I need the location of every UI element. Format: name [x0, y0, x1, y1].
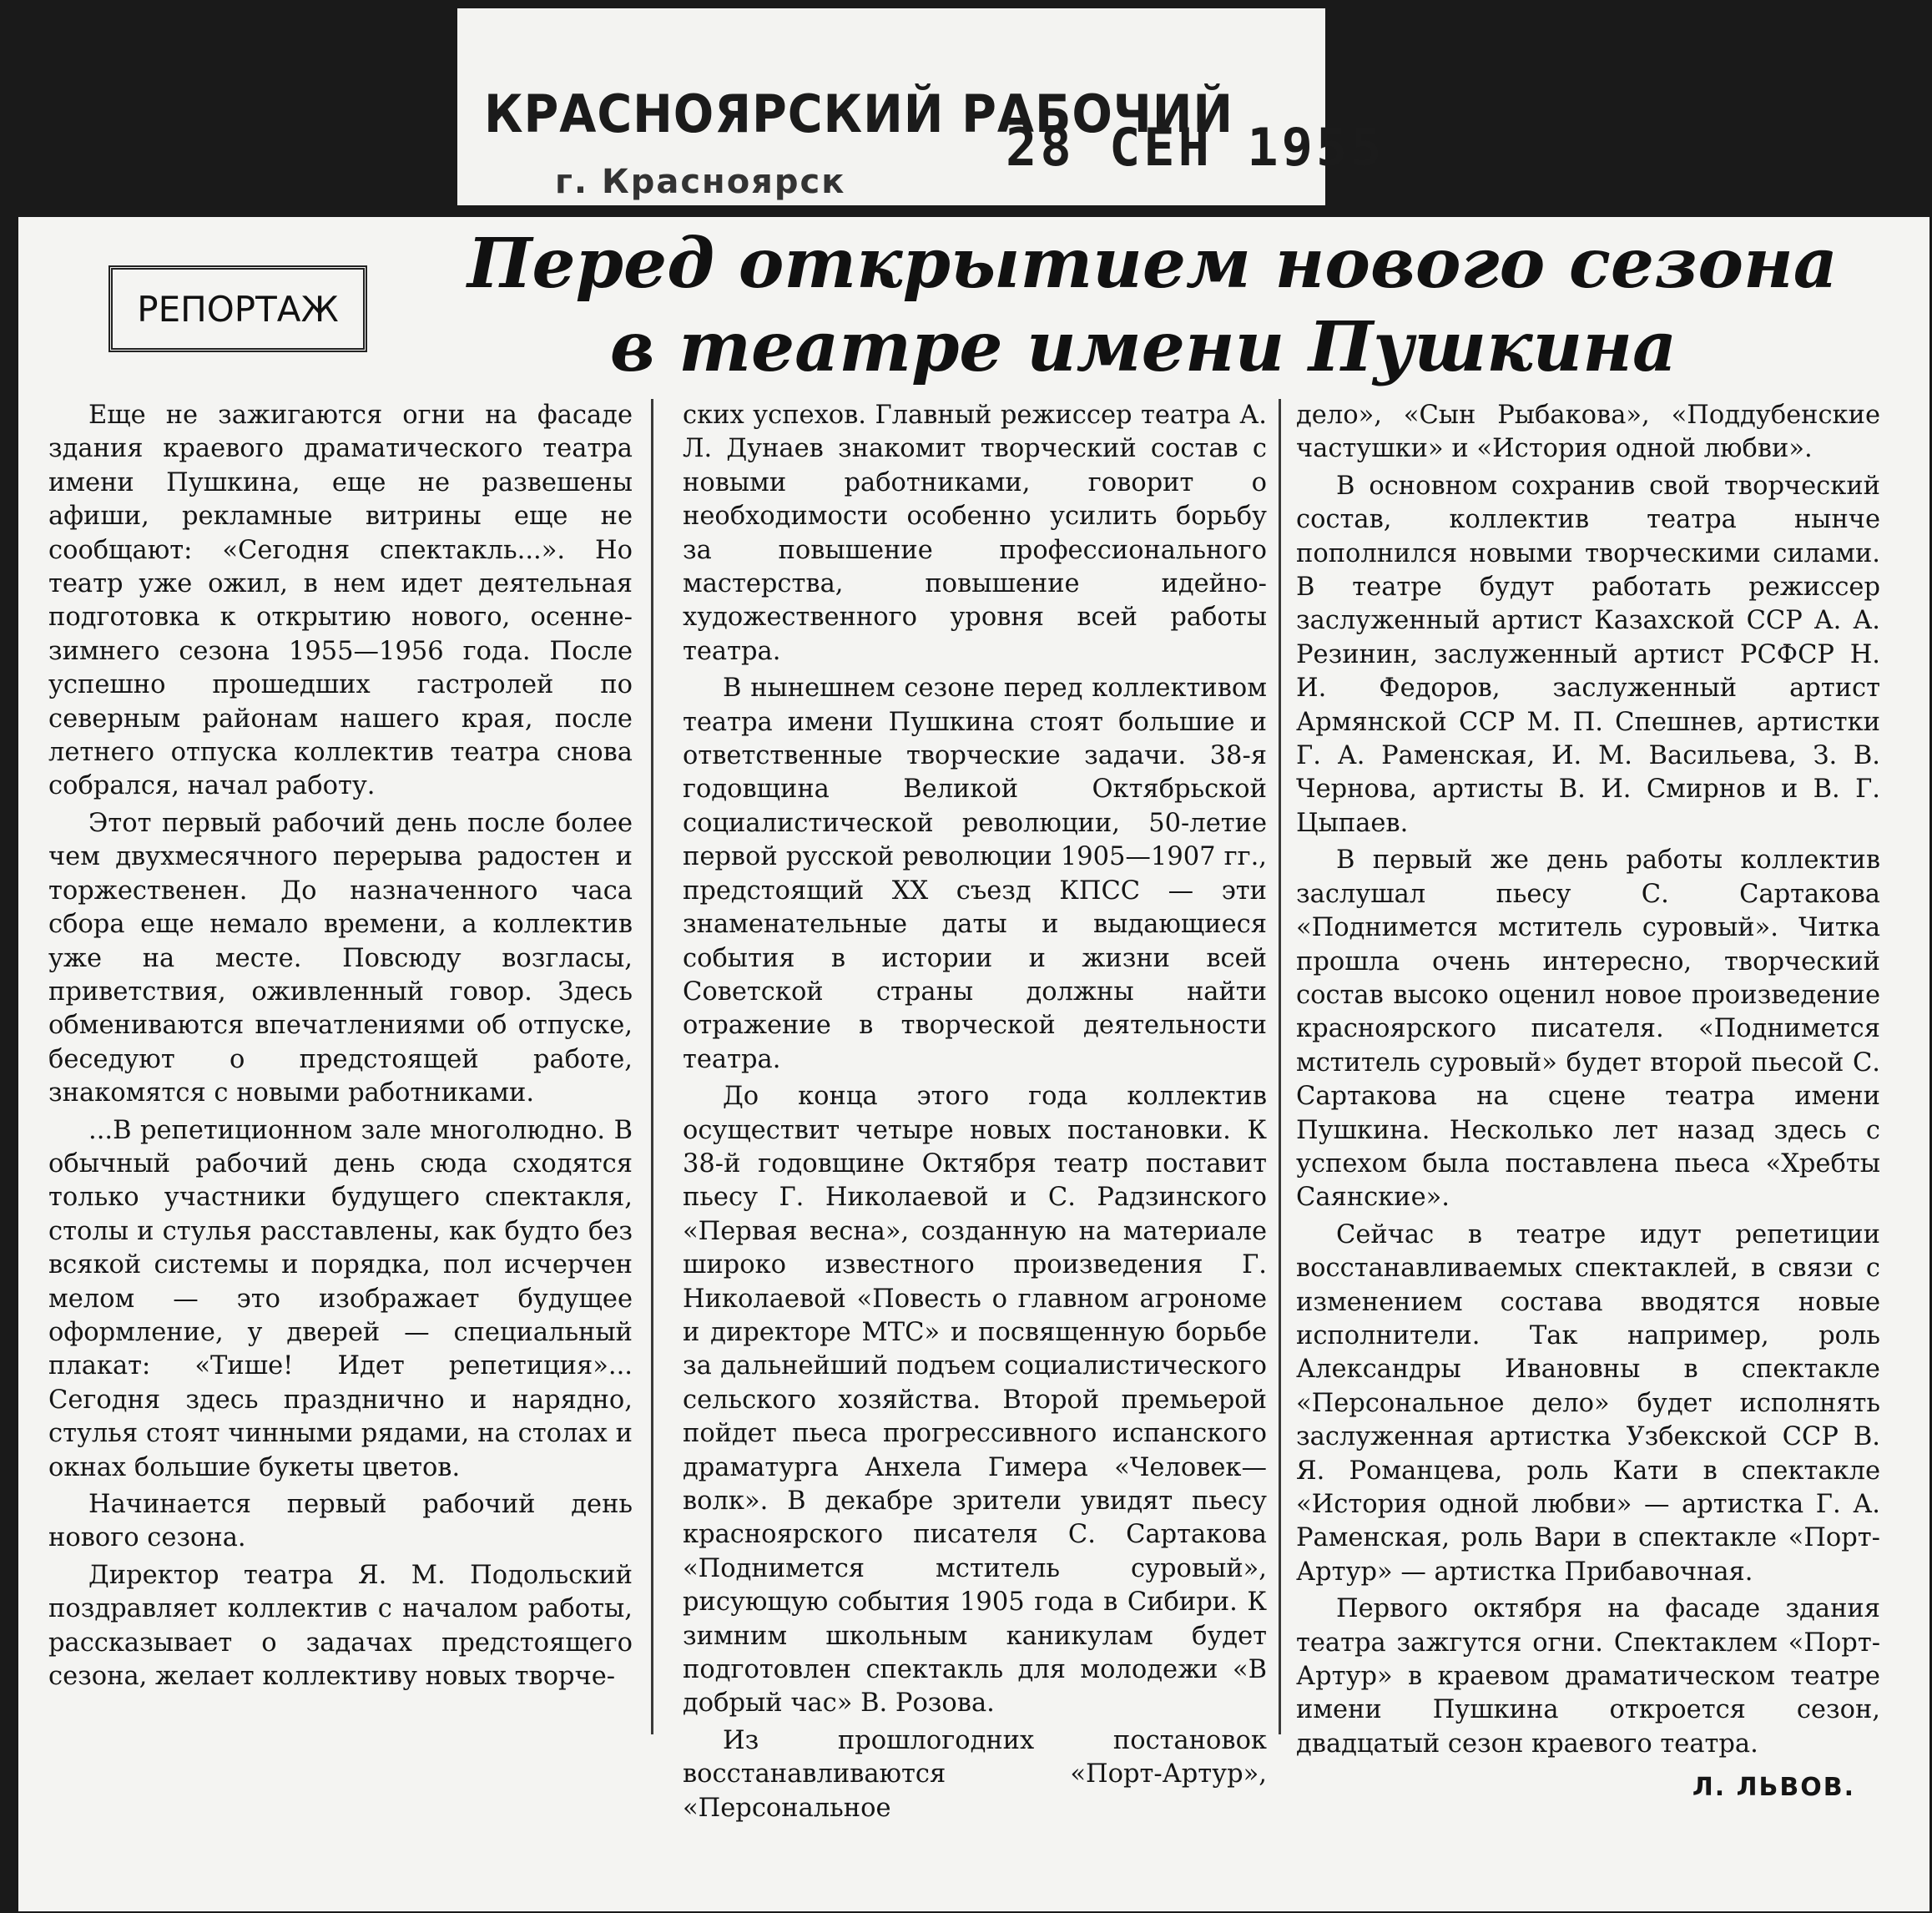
headline-line-2: в театре имени Пушкина [609, 307, 1677, 387]
author-signature: Л. ЛЬВОВ. [1692, 1773, 1855, 1803]
newspaper-name-stamp: КРАСНОЯРСКИЙ РАБОЧИЙ [484, 83, 1234, 144]
paragraph: дело», «Сын Рыбакова», «Поддубенские частушки» и «История одной любви». [1296, 401, 1880, 464]
paragraph: В первый же день работы коллектив заслушал пьесу С. Сартакова «Поднимется мститель суровый». Читка прошла очень интересно, творческий состав высоко оценил новое произведение красноярского писателя. «Поднимется мститель суровый» будет второй пьесой С. Сартакова на сцене театра имени Пушкина. Несколько лет назад здесь с успехом была поставлена пьеса «Хребты Саянские». [1296, 845, 1880, 1213]
column-divider [651, 399, 653, 1734]
city-stamp: г. Красноярск [555, 163, 846, 201]
paragraph: Первого октября на фасаде здания театра зажгутся огни. Спектаклем «Порт-Артур» в краевом драматическом театре имени Пушкина откроется сезон, двадцатый сезон краевого театра. [1296, 1594, 1880, 1759]
paragraph: Директор театра Я. М. Подольский поздравляет коллектив с началом работы, рассказывает о задачах предстоящего сезона, желает коллективу новых творче- [48, 1560, 633, 1692]
paragraph: Еще не зажигаются огни на фасаде здания краевого драматического театра имени Пушкина, еще не развешены афиши, рекламные витрины еще не сообщают: «Сегодня спектакль...». Но театр уже ожил, в нем идет деятельная подготовка к открытию нового, осенне-зимнего сезона 1955—1956 года. После успешно прошедших гастролей по северным районам нашего края, после летнего отпуска коллектив театра снова собрался, начал работу. [48, 401, 633, 801]
paragraph: Начинается первый рабочий день нового сезона. [48, 1490, 633, 1553]
paragraph: В нынешнем сезоне перед коллективом театра имени Пушкина стоят большие и ответственные творческие задачи. 38-я годовщина Великой Октябрьской социалистической революции, 50-летие первой русской революции 1905—1907 гг., предстоящий XX съезд КПСС — эти знаменательные даты и выдающиеся события в истории и жизни всей Советской страны должны найти отражение в творческой деятельности театра. [683, 674, 1267, 1074]
paragraph: Сейчас в театре идут репетиции восстанавливаемых спектаклей, в связи с изменением состава вводятся новые исполнители. Так например, роль Александры Ивановны в спектакле «Персональное дело» будет исполнять заслуженная артистка Узбекской ССР В. Я. Романцева, роль Кати в спектакле «История одной любви» — артистка Г. А. Раменская, роль Вари в спектакле «Порт-Артур» — артистка Прибавочная. [1296, 1219, 1880, 1587]
paragraph: Этот первый рабочий день после более чем двухмесячного перерыва радостен и торжественен. До назначенного часа сбора еще немало времени, а коллектив уже на месте. Повсюду возгласы, приветствия, оживленный говор. Здесь обмениваются впечатлениями об отпуске, беседуют о предстоящей работе, знакомятся с новыми работниками. [48, 808, 633, 1108]
paragraph: До конца этого года коллектив осуществит четыре новых постановки. К 38-й годовщине Октября театр поставит пьесу Г. Николаевой и С. Радзинского «Первая весна», созданную на материале широко известного произведения Г. Николаевой «Повесть о главном агрономе и директоре МТС» и посвященную борьбе за дальнейший подъем социалистического сельского хозяйства. Второй премьерой пойдет пьеса прогрессивного испанского драматурга Анхела Гимера «Человек—волк». В декабре зрители увидят пьесу красноярского писателя С. Сартакова «Поднимется мститель суровый», рисующую события 1905 года в Сибири. К зимним школьным каникулам будет подготовлен спектакль для молодежи «В добрый час» В. Розова. [683, 1082, 1267, 1719]
paragraph: В основном сохранив свой творческий состав, коллектив театра нынче пополнился новыми творческими силами. В театре будут работать режиссер заслуженный артист Казахской ССР А. А. Резинин, заслуженный артист РСФСР Н. И. Федоров, заслуженный артист Армянской ССР М. П. Спешнев, артистки Г. А. Раменская, И. М. Васильева, З. В. Чернова, артисты В. И. Смирнов и В. Г. Цыпаев. [1296, 471, 1880, 838]
headline-line-1: Перед открытием нового сезона [467, 224, 1838, 304]
article-column-1 [48, 399, 633, 1697]
article-column-2 [683, 399, 1267, 1829]
paragraph: ...В репетиционном зале многолюдно. В обычный рабочий день сюда сходятся только участники будущего спектакля, столы и стулья расставлены, как будто без всякой системы и порядка, пол исчерчен мелом — это изображает будущее оформление, у дверей — специальный плакат: «Тише! Идет репетиция»... Сегодня здесь празднично и нарядно, стулья стоят чинными рядами, на столах и окнах большие букеты цветов. [48, 1115, 633, 1482]
column-divider [1279, 399, 1281, 1734]
paragraph: Из прошлогодних постановок восстанавливаются «Порт-Артур», «Персональное [683, 1725, 1267, 1823]
rubric-label: РЕПОРТАЖ [108, 265, 367, 352]
paragraph: ских успехов. Главный режиссер театра А. Л. Дунаев знакомит творческий состав с новыми работниками, говорит о необходимости особенно усилить борьбу за повышение профессионального мастерства, повышение идейно-художественного уровня всей работы театра. [683, 401, 1267, 666]
date-stamp: 28 СЕН 1955 [1006, 117, 1385, 178]
article-column-3 [1296, 399, 1880, 1805]
